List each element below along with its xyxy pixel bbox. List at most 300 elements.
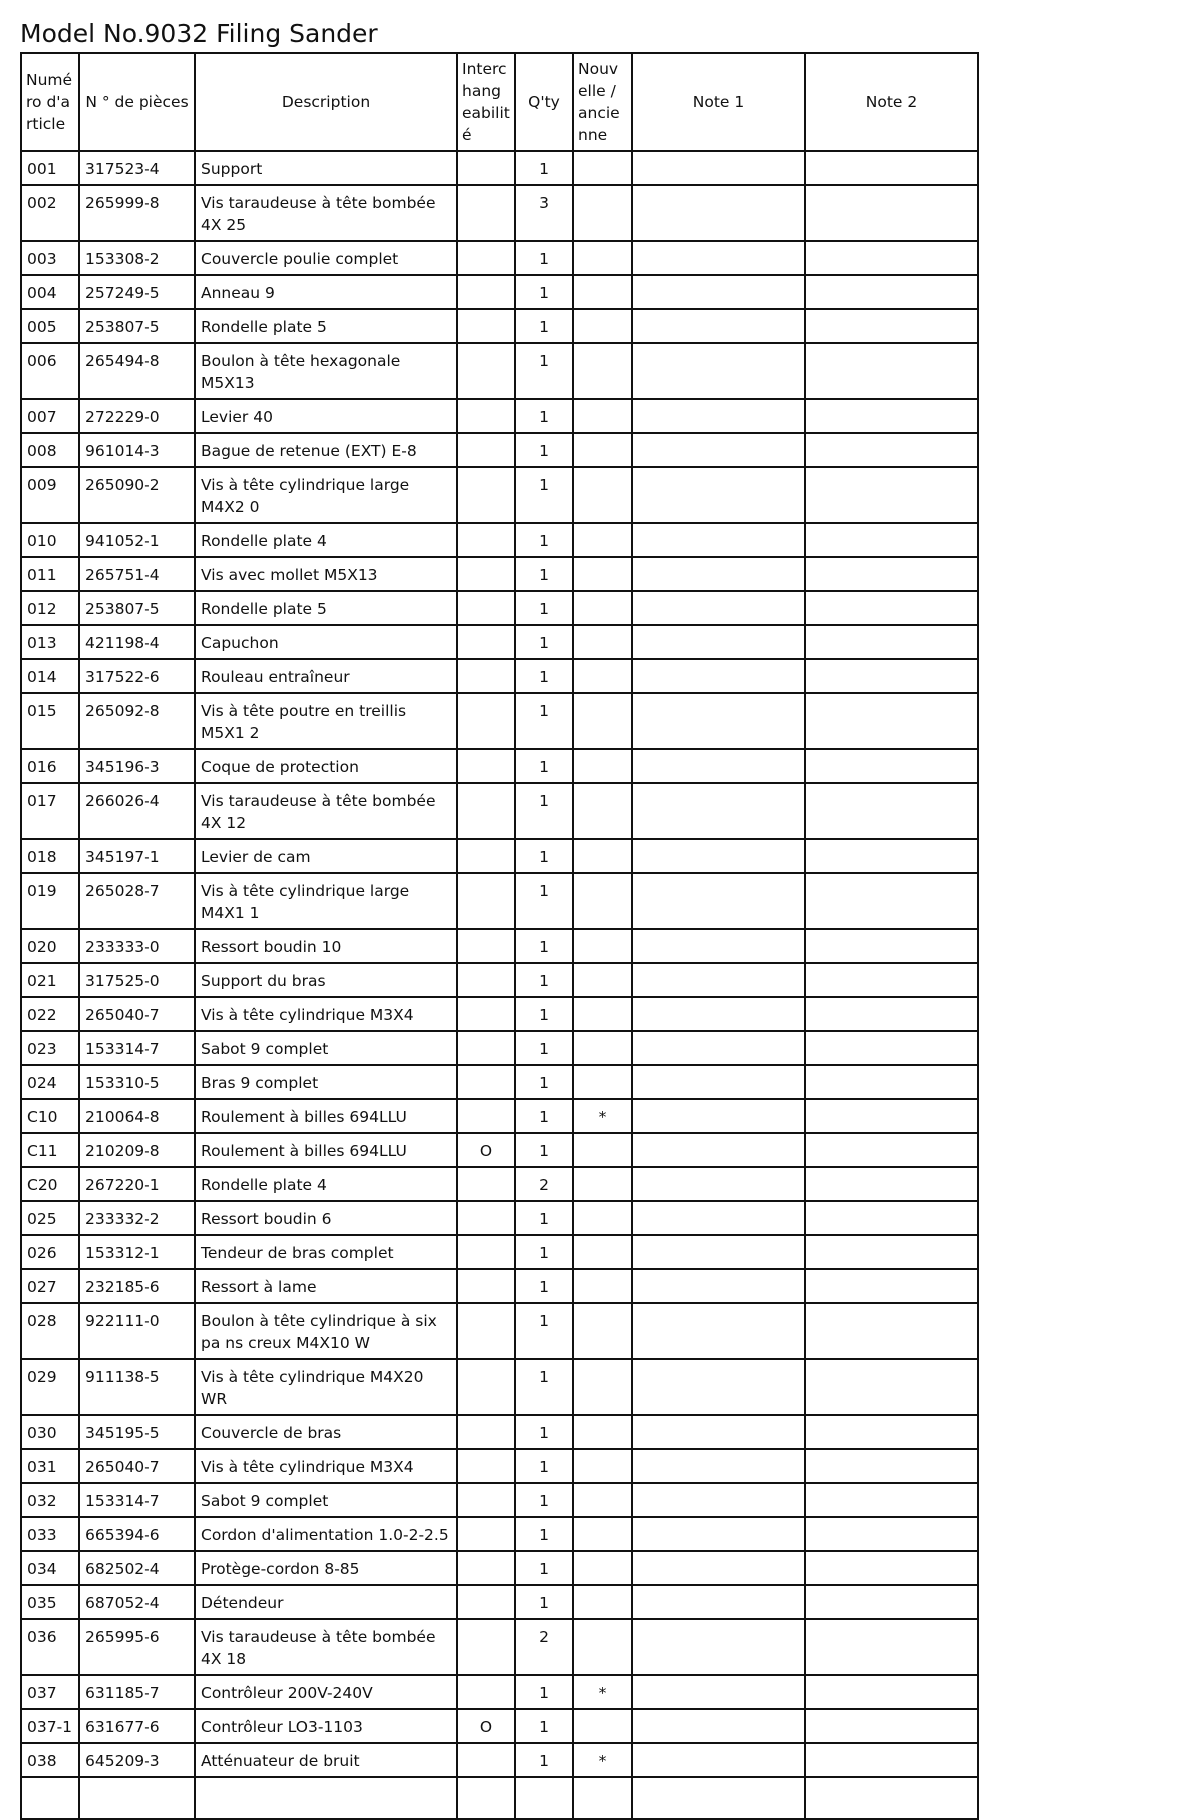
item-number-cell: 007	[21, 399, 79, 433]
empty-cell	[21, 1777, 79, 1819]
quantity-cell: 1	[515, 1675, 573, 1709]
note-1-cell	[632, 275, 805, 309]
note-2-cell	[805, 1517, 978, 1551]
description-cell: Vis à tête cylindrique M4X20 WR	[195, 1359, 457, 1415]
table-row	[21, 1167, 978, 1201]
table-row	[21, 1585, 978, 1619]
item-number-cell: 017	[21, 783, 79, 839]
table-row	[21, 275, 978, 309]
description-cell: Support	[195, 151, 457, 185]
interchangeability-cell	[457, 309, 515, 343]
new-old-cell: *	[573, 1675, 632, 1709]
new-old-cell	[573, 1709, 632, 1743]
interchangeability-cell	[457, 399, 515, 433]
part-number-cell: 265028-7	[79, 873, 195, 929]
table-row	[21, 467, 978, 523]
table-row	[21, 1031, 978, 1065]
new-old-cell	[573, 1359, 632, 1415]
quantity-cell: 1	[515, 467, 573, 523]
table-row	[21, 1415, 978, 1449]
part-number-cell: 645209-3	[79, 1743, 195, 1777]
note-2-cell	[805, 1449, 978, 1483]
quantity-cell: 1	[515, 1709, 573, 1743]
new-old-cell	[573, 1269, 632, 1303]
note-1-cell	[632, 873, 805, 929]
part-number-cell: 267220-1	[79, 1167, 195, 1201]
description-cell: Cordon d'alimentation 1.0-2-2.5	[195, 1517, 457, 1551]
table-row	[21, 1449, 978, 1483]
table-row	[21, 659, 978, 693]
quantity-cell: 1	[515, 659, 573, 693]
item-number-cell: 028	[21, 1303, 79, 1359]
quantity-cell: 1	[515, 1065, 573, 1099]
item-number-cell: 021	[21, 963, 79, 997]
part-number-cell: 345197-1	[79, 839, 195, 873]
quantity-cell: 1	[515, 693, 573, 749]
interchangeability-cell	[457, 659, 515, 693]
quantity-cell: 1	[515, 963, 573, 997]
description-cell: Ressort à lame	[195, 1269, 457, 1303]
part-number-cell: 233333-0	[79, 929, 195, 963]
parts-table	[20, 52, 979, 1820]
table-row	[21, 433, 978, 467]
description-cell: Vis taraudeuse à tête bombée 4X 25	[195, 185, 457, 241]
description-cell: Boulon à tête hexagonale M5X13	[195, 343, 457, 399]
interchangeability-cell	[457, 1585, 515, 1619]
description-cell: Vis à tête cylindrique large M4X1 1	[195, 873, 457, 929]
table-row	[21, 839, 978, 873]
quantity-cell: 1	[515, 343, 573, 399]
part-number-cell: 265040-7	[79, 1449, 195, 1483]
note-1-cell	[632, 963, 805, 997]
table-row	[21, 1201, 978, 1235]
quantity-cell: 1	[515, 873, 573, 929]
description-cell: Roulement à billes 694LLU	[195, 1099, 457, 1133]
interchangeability-cell	[457, 433, 515, 467]
note-2-cell	[805, 241, 978, 275]
note-2-cell	[805, 309, 978, 343]
new-old-cell	[573, 309, 632, 343]
item-number-cell: 014	[21, 659, 79, 693]
description-cell: Vis taraudeuse à tête bombée 4X 18	[195, 1619, 457, 1675]
note-2-cell	[805, 1551, 978, 1585]
note-2-cell	[805, 1483, 978, 1517]
part-number-cell: 210209-8	[79, 1133, 195, 1167]
item-number-cell: 025	[21, 1201, 79, 1235]
description-cell: Rondelle plate 4	[195, 523, 457, 557]
part-number-cell: 232185-6	[79, 1269, 195, 1303]
description-cell: Contrôleur 200V-240V	[195, 1675, 457, 1709]
table-row	[21, 1709, 978, 1743]
description-cell: Vis à tête cylindrique M3X4	[195, 1449, 457, 1483]
note-1-cell	[632, 783, 805, 839]
note-2-cell	[805, 1585, 978, 1619]
new-old-cell	[573, 929, 632, 963]
table-row	[21, 1743, 978, 1777]
note-2-cell	[805, 873, 978, 929]
note-2-cell	[805, 185, 978, 241]
item-number-cell: 032	[21, 1483, 79, 1517]
interchangeability-cell	[457, 929, 515, 963]
note-1-cell	[632, 1235, 805, 1269]
empty-cell	[79, 1777, 195, 1819]
quantity-cell: 1	[515, 591, 573, 625]
part-number-cell: 253807-5	[79, 309, 195, 343]
note-2-cell	[805, 1133, 978, 1167]
header-note-1: Note 1	[632, 53, 805, 151]
note-1-cell	[632, 1099, 805, 1133]
description-cell: Ressort boudin 10	[195, 929, 457, 963]
note-1-cell	[632, 1415, 805, 1449]
description-cell: Vis à tête cylindrique large M4X2 0	[195, 467, 457, 523]
interchangeability-cell	[457, 839, 515, 873]
interchangeability-cell	[457, 693, 515, 749]
item-number-cell: 015	[21, 693, 79, 749]
quantity-cell: 1	[515, 1201, 573, 1235]
table-row	[21, 997, 978, 1031]
part-number-cell: 153308-2	[79, 241, 195, 275]
new-old-cell	[573, 625, 632, 659]
item-number-cell: 013	[21, 625, 79, 659]
note-1-cell	[632, 1517, 805, 1551]
item-number-cell: 038	[21, 1743, 79, 1777]
quantity-cell: 1	[515, 749, 573, 783]
quantity-cell: 1	[515, 1483, 573, 1517]
table-row	[21, 1359, 978, 1415]
new-old-cell	[573, 433, 632, 467]
note-1-cell	[632, 557, 805, 591]
note-1-cell	[632, 1269, 805, 1303]
table-row	[21, 873, 978, 929]
part-number-cell: 153314-7	[79, 1483, 195, 1517]
item-number-cell: 024	[21, 1065, 79, 1099]
part-number-cell: 153312-1	[79, 1235, 195, 1269]
note-2-cell	[805, 1235, 978, 1269]
new-old-cell	[573, 1619, 632, 1675]
description-cell: Bague de retenue (EXT) E-8	[195, 433, 457, 467]
note-2-cell	[805, 1743, 978, 1777]
description-cell: Couvercle de bras	[195, 1415, 457, 1449]
note-1-cell	[632, 693, 805, 749]
new-old-cell	[573, 1133, 632, 1167]
empty-cell	[195, 1777, 457, 1819]
part-number-cell: 210064-8	[79, 1099, 195, 1133]
interchangeability-cell	[457, 557, 515, 591]
description-cell: Rouleau entraîneur	[195, 659, 457, 693]
part-number-cell: 317523-4	[79, 151, 195, 185]
description-cell: Levier de cam	[195, 839, 457, 873]
note-1-cell	[632, 1619, 805, 1675]
quantity-cell: 1	[515, 1743, 573, 1777]
description-cell: Vis à tête poutre en treillis M5X1 2	[195, 693, 457, 749]
item-number-cell: 023	[21, 1031, 79, 1065]
interchangeability-cell	[457, 1201, 515, 1235]
table-row	[21, 1517, 978, 1551]
item-number-cell: 004	[21, 275, 79, 309]
note-2-cell	[805, 151, 978, 185]
quantity-cell: 1	[515, 557, 573, 591]
note-2-cell	[805, 929, 978, 963]
item-number-cell: 002	[21, 185, 79, 241]
note-2-cell	[805, 343, 978, 399]
empty-cell	[805, 1777, 978, 1819]
quantity-cell: 3	[515, 185, 573, 241]
description-cell: Support du bras	[195, 963, 457, 997]
part-number-cell: 631677-6	[79, 1709, 195, 1743]
interchangeability-cell	[457, 1167, 515, 1201]
note-2-cell	[805, 591, 978, 625]
header-new-old: Nouv elle / ancie nne	[573, 53, 632, 151]
table-header-row	[21, 53, 978, 151]
new-old-cell	[573, 1415, 632, 1449]
description-cell: Anneau 9	[195, 275, 457, 309]
interchangeability-cell	[457, 1449, 515, 1483]
quantity-cell: 2	[515, 1619, 573, 1675]
quantity-cell: 1	[515, 151, 573, 185]
table-row	[21, 749, 978, 783]
description-cell: Tendeur de bras complet	[195, 1235, 457, 1269]
description-cell: Vis taraudeuse à tête bombée 4X 12	[195, 783, 457, 839]
new-old-cell	[573, 1031, 632, 1065]
description-cell: Bras 9 complet	[195, 1065, 457, 1099]
header-interchangeability: Interc hang eabilit é	[457, 53, 515, 151]
interchangeability-cell	[457, 1359, 515, 1415]
interchangeability-cell	[457, 997, 515, 1031]
new-old-cell	[573, 523, 632, 557]
table-row	[21, 1303, 978, 1359]
note-1-cell	[632, 1133, 805, 1167]
note-1-cell	[632, 309, 805, 343]
note-2-cell	[805, 1065, 978, 1099]
description-cell: Contrôleur LO3-1103	[195, 1709, 457, 1743]
note-2-cell	[805, 659, 978, 693]
description-cell: Vis à tête cylindrique M3X4	[195, 997, 457, 1031]
table-row	[21, 1235, 978, 1269]
new-old-cell	[573, 963, 632, 997]
item-number-cell: 020	[21, 929, 79, 963]
note-2-cell	[805, 693, 978, 749]
quantity-cell: 1	[515, 1235, 573, 1269]
new-old-cell	[573, 1167, 632, 1201]
note-1-cell	[632, 1675, 805, 1709]
note-2-cell	[805, 523, 978, 557]
part-number-cell: 153314-7	[79, 1031, 195, 1065]
header-description: Description	[195, 53, 457, 151]
new-old-cell	[573, 1449, 632, 1483]
new-old-cell	[573, 1585, 632, 1619]
note-1-cell	[632, 1201, 805, 1235]
quantity-cell: 1	[515, 433, 573, 467]
note-2-cell	[805, 1709, 978, 1743]
part-number-cell: 631185-7	[79, 1675, 195, 1709]
note-2-cell	[805, 1359, 978, 1415]
new-old-cell	[573, 659, 632, 693]
interchangeability-cell	[457, 1619, 515, 1675]
part-number-cell: 421198-4	[79, 625, 195, 659]
new-old-cell	[573, 557, 632, 591]
new-old-cell	[573, 873, 632, 929]
part-number-cell: 345196-3	[79, 749, 195, 783]
interchangeability-cell: O	[457, 1709, 515, 1743]
quantity-cell: 1	[515, 839, 573, 873]
new-old-cell	[573, 399, 632, 433]
note-1-cell	[632, 241, 805, 275]
table-row	[21, 1065, 978, 1099]
note-1-cell	[632, 467, 805, 523]
table-row	[21, 1675, 978, 1709]
item-number-cell: 005	[21, 309, 79, 343]
new-old-cell	[573, 1235, 632, 1269]
new-old-cell: *	[573, 1099, 632, 1133]
note-1-cell	[632, 1585, 805, 1619]
new-old-cell: *	[573, 1743, 632, 1777]
new-old-cell	[573, 241, 632, 275]
item-number-cell: 026	[21, 1235, 79, 1269]
quantity-cell: 1	[515, 1031, 573, 1065]
part-number-cell: 265092-8	[79, 693, 195, 749]
new-old-cell	[573, 1201, 632, 1235]
quantity-cell: 1	[515, 997, 573, 1031]
description-cell: Sabot 9 complet	[195, 1483, 457, 1517]
part-number-cell: 941052-1	[79, 523, 195, 557]
description-cell: Protège-cordon 8-85	[195, 1551, 457, 1585]
table-row	[21, 523, 978, 557]
table-row	[21, 1269, 978, 1303]
new-old-cell	[573, 275, 632, 309]
interchangeability-cell	[457, 185, 515, 241]
interchangeability-cell	[457, 1303, 515, 1359]
note-1-cell	[632, 1303, 805, 1359]
new-old-cell	[573, 591, 632, 625]
item-number-cell: 008	[21, 433, 79, 467]
new-old-cell	[573, 693, 632, 749]
description-cell: Détendeur	[195, 1585, 457, 1619]
quantity-cell: 1	[515, 241, 573, 275]
interchangeability-cell	[457, 625, 515, 659]
part-number-cell: 687052-4	[79, 1585, 195, 1619]
description-cell: Rondelle plate 5	[195, 591, 457, 625]
item-number-cell: 029	[21, 1359, 79, 1415]
description-cell: Levier 40	[195, 399, 457, 433]
header-quantity: Q'ty	[515, 53, 573, 151]
item-number-cell: 001	[21, 151, 79, 185]
part-number-cell: 266026-4	[79, 783, 195, 839]
note-1-cell	[632, 591, 805, 625]
note-1-cell	[632, 343, 805, 399]
item-number-cell: 012	[21, 591, 79, 625]
item-number-cell: 022	[21, 997, 79, 1031]
item-number-cell: 031	[21, 1449, 79, 1483]
note-1-cell	[632, 749, 805, 783]
table-row	[21, 1483, 978, 1517]
item-number-cell: 011	[21, 557, 79, 591]
interchangeability-cell	[457, 523, 515, 557]
new-old-cell	[573, 1065, 632, 1099]
note-2-cell	[805, 783, 978, 839]
part-number-cell: 265999-8	[79, 185, 195, 241]
quantity-cell: 1	[515, 1099, 573, 1133]
description-cell: Vis avec mollet M5X13	[195, 557, 457, 591]
interchangeability-cell	[457, 963, 515, 997]
table-row	[21, 929, 978, 963]
note-1-cell	[632, 625, 805, 659]
description-cell: Sabot 9 complet	[195, 1031, 457, 1065]
table-row	[21, 963, 978, 997]
part-number-cell: 253807-5	[79, 591, 195, 625]
part-number-cell: 961014-3	[79, 433, 195, 467]
empty-cell	[515, 1777, 573, 1819]
note-1-cell	[632, 1709, 805, 1743]
parts-table-body	[21, 151, 978, 1819]
table-row	[21, 557, 978, 591]
note-1-cell	[632, 1359, 805, 1415]
new-old-cell	[573, 1551, 632, 1585]
interchangeability-cell	[457, 1099, 515, 1133]
table-row	[21, 241, 978, 275]
quantity-cell: 1	[515, 783, 573, 839]
new-old-cell	[573, 343, 632, 399]
header-part-number: N ° de pièces	[79, 53, 195, 151]
table-row	[21, 399, 978, 433]
quantity-cell: 1	[515, 523, 573, 557]
note-1-cell	[632, 997, 805, 1031]
item-number-cell: 037	[21, 1675, 79, 1709]
part-number-cell: 265494-8	[79, 343, 195, 399]
item-number-cell: 030	[21, 1415, 79, 1449]
new-old-cell	[573, 839, 632, 873]
item-number-cell: 018	[21, 839, 79, 873]
note-1-cell	[632, 929, 805, 963]
note-2-cell	[805, 1415, 978, 1449]
quantity-cell: 1	[515, 1449, 573, 1483]
interchangeability-cell	[457, 1517, 515, 1551]
note-2-cell	[805, 399, 978, 433]
item-number-cell: 003	[21, 241, 79, 275]
part-number-cell: 922111-0	[79, 1303, 195, 1359]
item-number-cell: 034	[21, 1551, 79, 1585]
quantity-cell: 1	[515, 1359, 573, 1415]
empty-cell	[632, 1777, 805, 1819]
note-1-cell	[632, 1167, 805, 1201]
interchangeability-cell	[457, 873, 515, 929]
new-old-cell	[573, 783, 632, 839]
interchangeability-cell	[457, 275, 515, 309]
description-cell: Couvercle poulie complet	[195, 241, 457, 275]
note-2-cell	[805, 1031, 978, 1065]
part-number-cell: 233332-2	[79, 1201, 195, 1235]
interchangeability-cell	[457, 1483, 515, 1517]
table-row-empty	[21, 1777, 978, 1819]
table-row	[21, 591, 978, 625]
table-row	[21, 625, 978, 659]
part-number-cell: 317522-6	[79, 659, 195, 693]
interchangeability-cell	[457, 1551, 515, 1585]
table-row	[21, 783, 978, 839]
note-1-cell	[632, 1743, 805, 1777]
quantity-cell: 2	[515, 1167, 573, 1201]
quantity-cell: 1	[515, 625, 573, 659]
interchangeability-cell	[457, 783, 515, 839]
item-number-cell: 037-1	[21, 1709, 79, 1743]
interchangeability-cell	[457, 1415, 515, 1449]
description-cell: Atténuateur de bruit	[195, 1743, 457, 1777]
item-number-cell: C11	[21, 1133, 79, 1167]
part-number-cell: 665394-6	[79, 1517, 195, 1551]
part-number-cell: 682502-4	[79, 1551, 195, 1585]
new-old-cell	[573, 1483, 632, 1517]
part-number-cell: 317525-0	[79, 963, 195, 997]
part-number-cell: 265751-4	[79, 557, 195, 591]
